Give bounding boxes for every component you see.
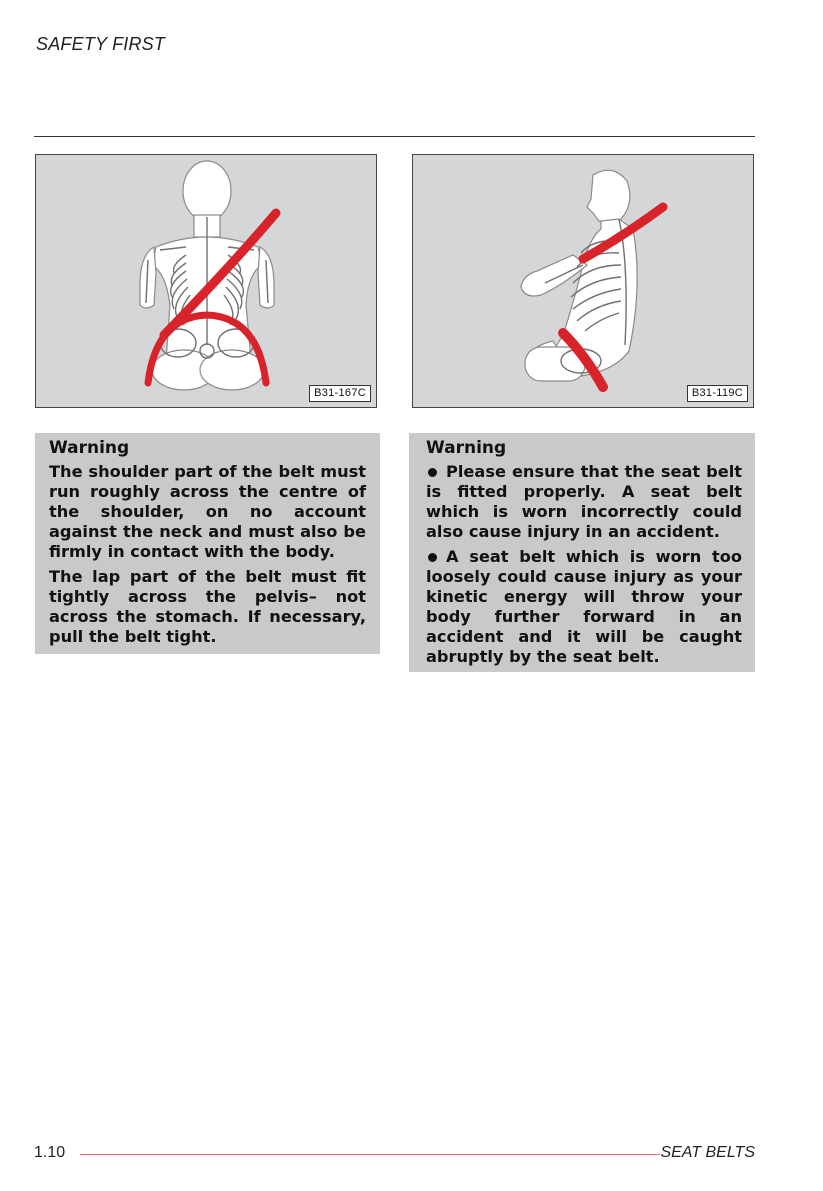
figure-code-label: B31-119C (687, 385, 748, 402)
warning-heading: Warning (426, 438, 507, 458)
figure-code-label: B31-167C (309, 385, 371, 402)
bullet-icon (428, 468, 437, 477)
warning-bullet-text: A seat belt which is worn too loosely could cause injury as your kinetic energy will throw your body further forward in an accident and it will be caught abruptly by the seat belt. (426, 547, 742, 666)
warning-box-shoulder-belt (35, 433, 380, 654)
warning-box-belt-fit (409, 433, 755, 672)
footer-divider (80, 1154, 660, 1155)
page-number: 1.10 (34, 1144, 66, 1161)
warning-bullet-text: Please ensure that the seat belt is fitted properly. A seat belt which is worn incorrectly could also cause injury in an accident. (426, 462, 742, 541)
page-header-title: SAFETY FIRST (36, 34, 166, 54)
warning-heading: Warning (49, 438, 130, 458)
warning-bullet-item (426, 547, 742, 667)
warning-bullet-item (426, 462, 742, 542)
figure-rear-view (35, 154, 377, 408)
side-view-illustration (413, 155, 753, 407)
footer-section-title: SEAT BELTS (660, 1144, 755, 1161)
rear-view-illustration (36, 155, 376, 407)
bullet-icon (428, 553, 437, 562)
warning-paragraph: The shoulder part of the belt must run roughly across the centre of the shoulder, on no account against the neck and must also be firmly in contact with the body. (49, 462, 366, 561)
figure-side-view (412, 154, 754, 408)
header-divider (34, 136, 755, 137)
warning-paragraph: The lap part of the belt must fit tightly across the pelvis– not across the stomach. If necessary, pull the belt tight. (49, 567, 366, 646)
